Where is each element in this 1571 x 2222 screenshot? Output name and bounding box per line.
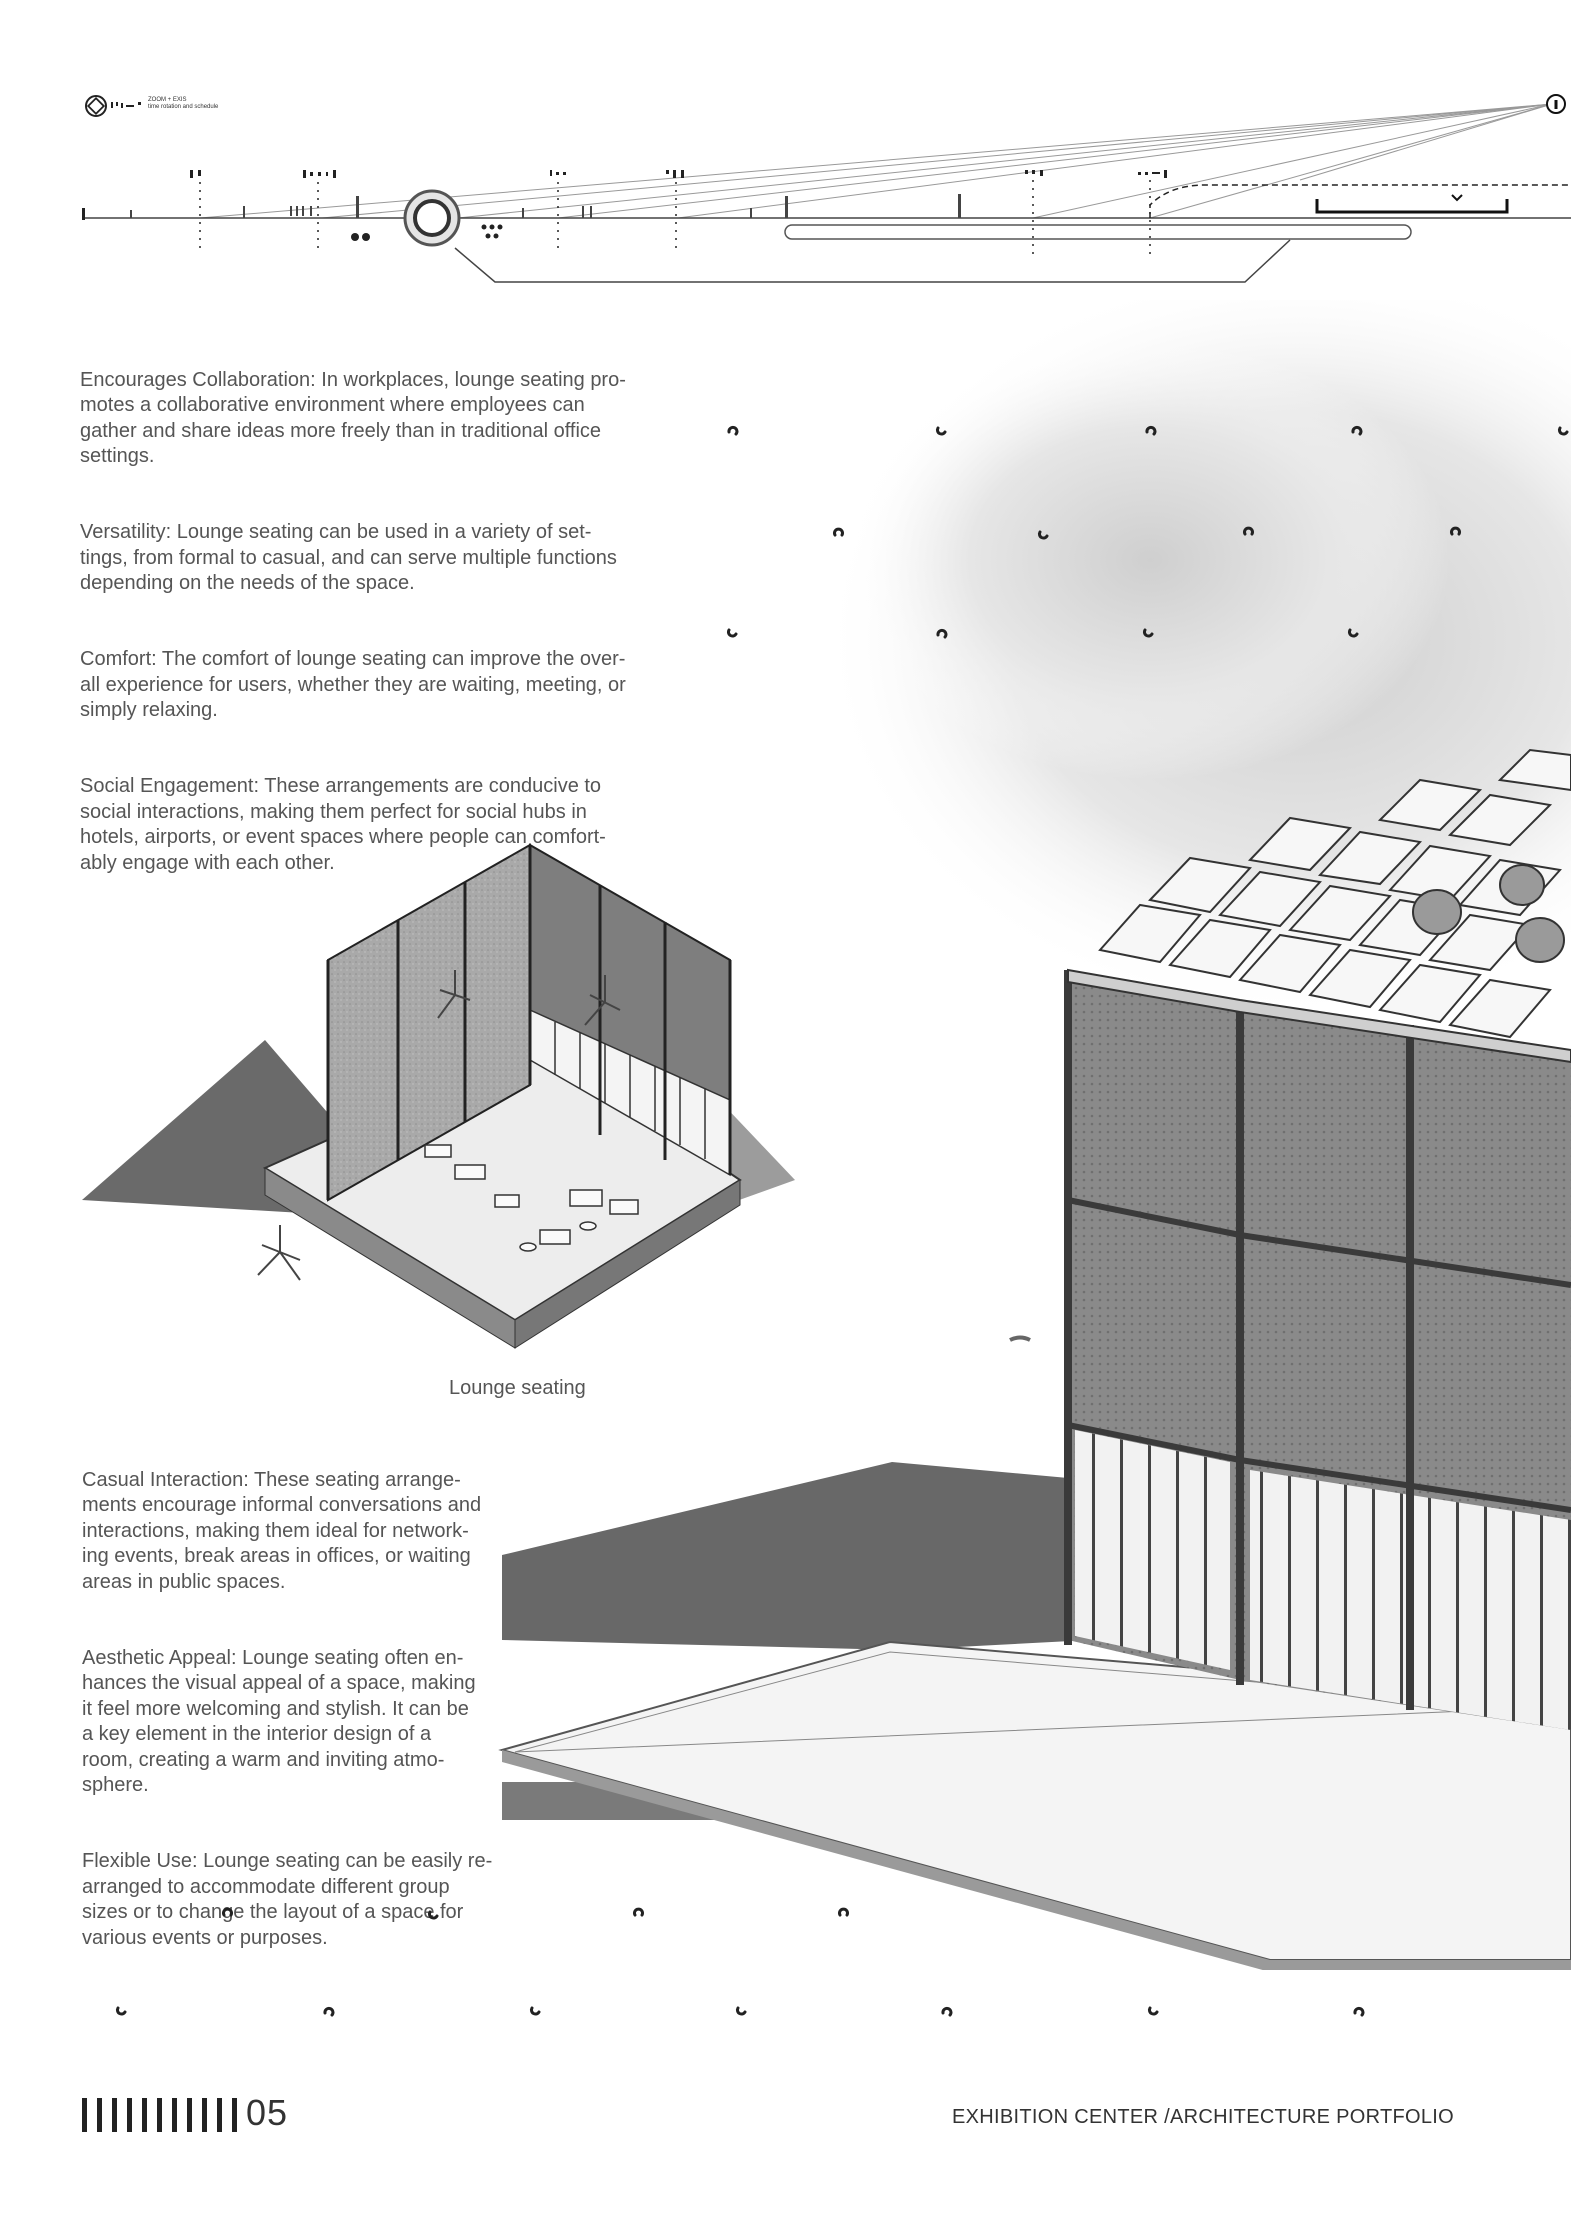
paragraph-flexible-use: Flexible Use: Lounge seating can be easily re- arranged to accommodate different group sizes or to change the layout of a space for various events or purposes. xyxy=(82,1850,493,1949)
paragraph-aesthetic-appeal: Aesthetic Appeal: Lounge seating often en- hances the visual appeal of a space, making it feel more welcoming and stylish. It can be a key element in the interior design of a room, creating a warm and inviting atmo- sphere. xyxy=(82,1646,476,1796)
paragraph-comfort: Comfort: The comfort of lounge seating can improve the over- all experience for users, whether they are waiting, meeting, or simply relaxing. xyxy=(80,648,626,721)
paragraph-social-engagement: Social Engagement: These arrangements are conducive to social interactions, making them perfect for social hubs in hotels, airports, or event spaces where people can comfort- ably engage with each other. xyxy=(80,775,606,874)
paragraph-collaboration: Encourages Collaboration: In workplaces, lounge seating pro- motes a collaborative environment where employees can gather and share ideas more freely than in traditional office settings. xyxy=(80,368,626,467)
paragraph-casual-interaction: Casual Interaction: These seating arrange- ments encourage informal conversations and interactions, making them ideal for network- ing events, break areas in offices, or waiting areas in public spaces. xyxy=(82,1468,482,1593)
footer-bars xyxy=(82,2098,242,2132)
logo-caption-line2: time rotation and schedule xyxy=(148,104,219,110)
paragraph-versatility: Versatility: Lounge seating can be used in a variety of set- tings, from formal to casual, and can serve multiple functions depending on the needs of the space. xyxy=(80,521,617,594)
figure-caption: Lounge seating xyxy=(449,1377,586,1399)
page-number: 05 xyxy=(246,2092,289,2133)
portfolio-title: EXHIBITION CENTER /ARCHITECTURE PORTFOLIO xyxy=(952,2106,1454,2128)
logo-caption-line1: ZOOM + EXIS xyxy=(148,97,187,103)
